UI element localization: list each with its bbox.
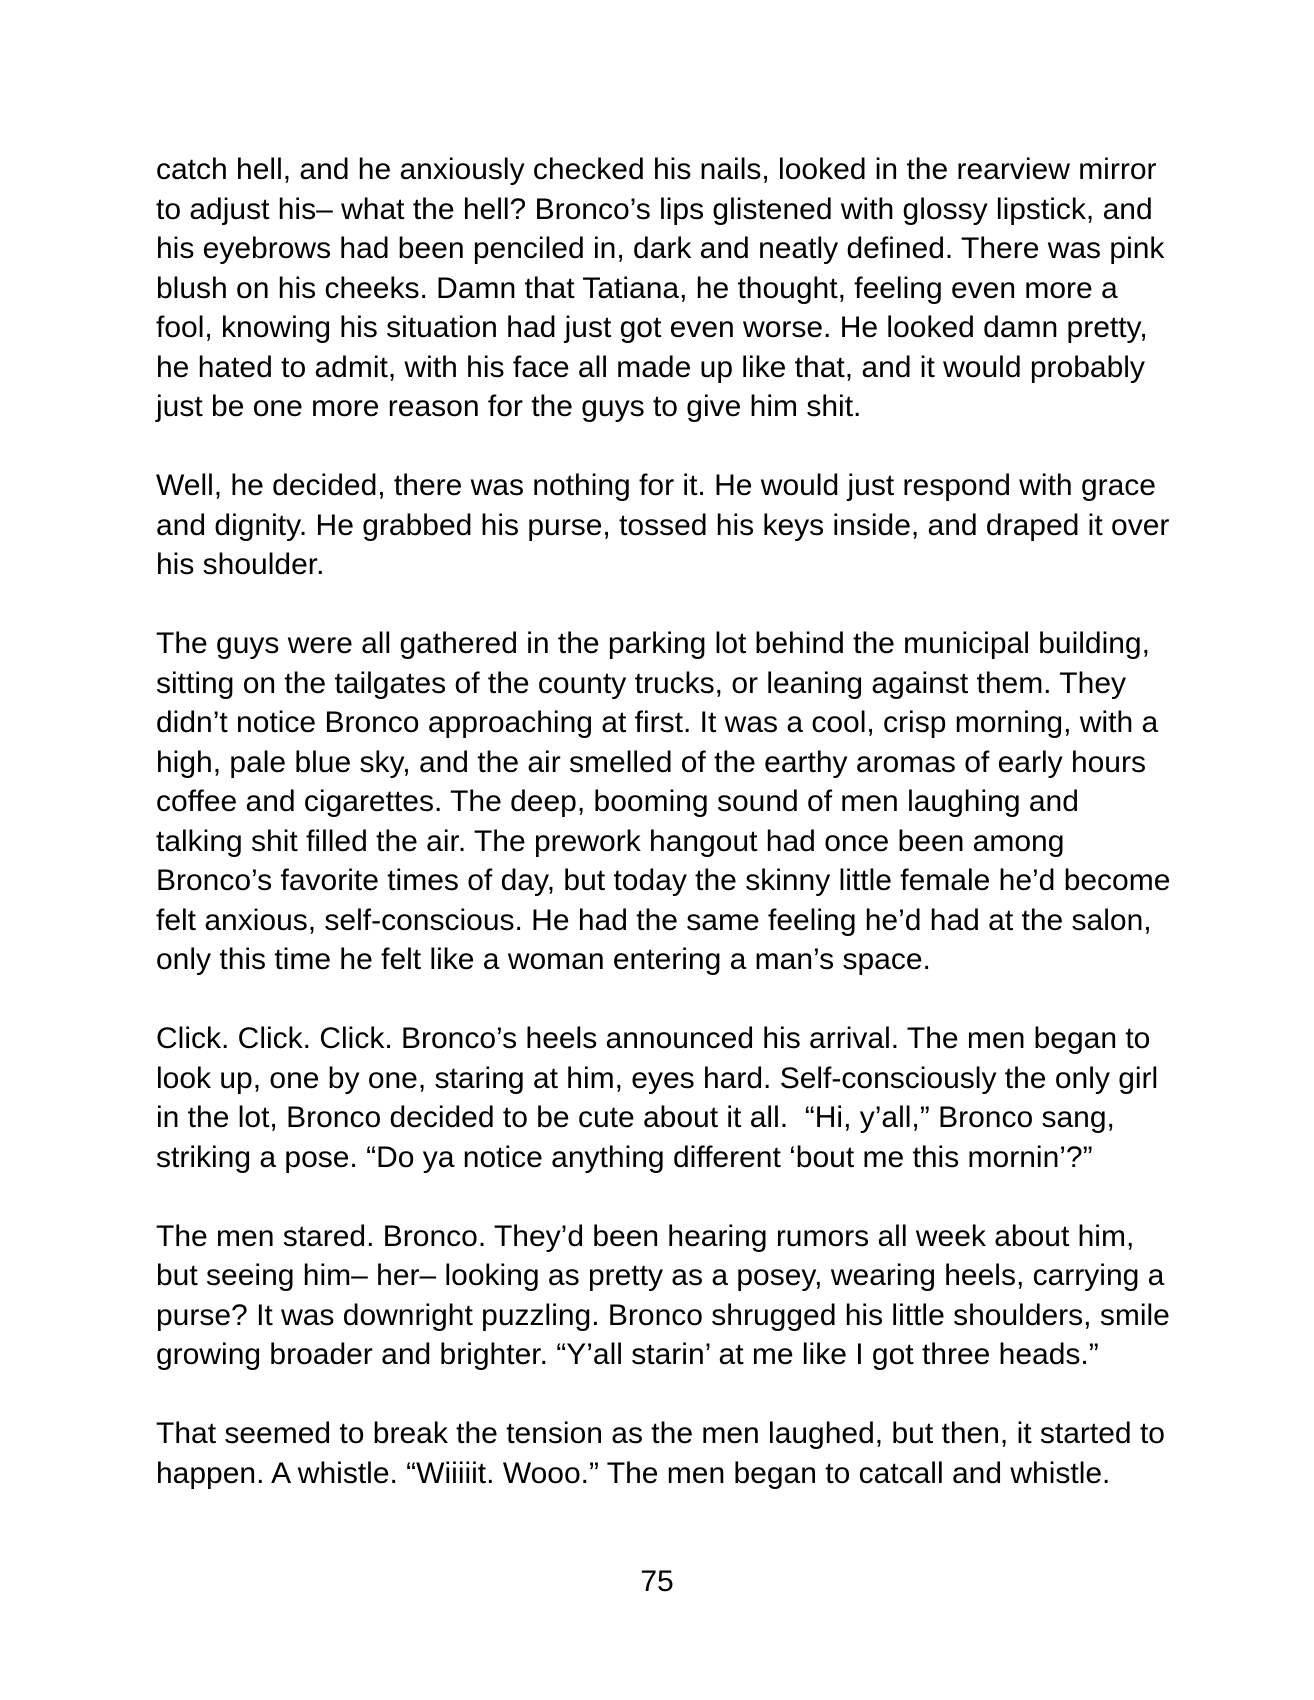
paragraph-6: That seemed to break the tension as the men laughed, but then, it started to happen. A whistle. “Wiiiiit. Wooo.” The men began to catcall and whistle. [156,1417,1174,1490]
paragraph-5: The men stared. Bronco. They’d been hearing rumors all week about him, but seeing him– her– looking as pretty as a posey, wearing heels, carrying a purse? It was downright puzzling. Bronco shrugged his little shoulders, smile growing broader and brighter. “Y’all starin’ at me like I got three heads.” [156,1219,1179,1371]
paragraph-2: Well, he decided, there was nothing for it. He would just respond with grace and dignity. He grabbed his purse, tossed his keys inside, and draped it over his shoulder. [156,469,1178,581]
paragraph-1: catch hell, and he anxiously checked his nails, looked in the rearview mirror to adjust his– what the hell? Bronco’s lips glistened with glossy lipstick, and his eyebrows had been penciled in, dark and neatly defined. There was pink blush on his cheeks. Damn that Tatiana, he thought, feeling even more a fool, knowing his situation had just got even worse. He looked damn pretty, he hated to admit, with his face all made up like that, and it would probably just be one more reason for the guys to give him shit. [156,153,1173,423]
paragraph-4: Click. Click. Click. Bronco’s heels announced his arrival. The men began to look up, one by one, staring at him, eyes hard. Self-consciously the only girl in the lot, Bronco decided to be cute about it all. “Hi, y’all,” Bronco sang, striking a pose. “Do ya notice anything different ‘bout me this mornin’?” [156,1022,1167,1174]
body-text [156,150,1179,1493]
paragraph-3: The guys were all gathered in the parking lot behind the municipal building, sitting on the tailgates of the county trucks, or leaning against them. They didn’t notice Bronco approaching at first. It was a cool, crisp morning, with a high, pale blue sky, and the air smelled of the earthy aromas of early hours coffee and cigarettes. The deep, booming sound of men laughing and talking shit filled the air. The prework hangout had once been among Bronco’s favorite times of day, but today the skinny little female he’d become felt anxious, self-conscious. He had the same feeling he’d had at the salon, only this time he felt like a woman entering a man’s space. [156,627,1179,976]
page-number: 75 [640,1565,674,1598]
